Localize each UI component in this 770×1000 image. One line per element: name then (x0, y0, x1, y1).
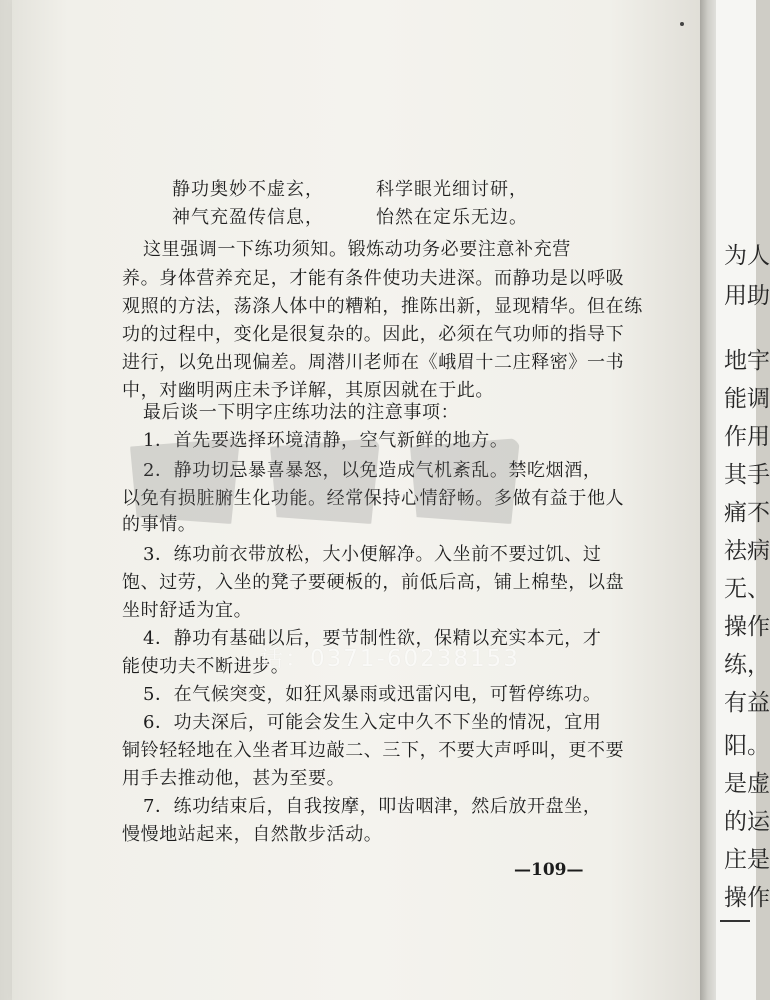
next-page-fragment: 练， (724, 652, 770, 678)
body-line: 用手去推动他，甚为至要。 (122, 768, 346, 789)
next-page-fragment: 无、 (724, 576, 770, 602)
next-page-fragment: 阳。 (724, 733, 770, 759)
next-page-fragment: 的运 (724, 809, 770, 835)
next-page-fragment: 有益 (724, 690, 770, 716)
body-line: 6．功夫深后，可能会发生入定中久不下坐的情况，宜用 (143, 712, 602, 733)
body-line: 以免有损脏腑生化功能。经常保持心情舒畅。多做有益于他人 (122, 488, 625, 509)
next-page-fragment: 祛病 (724, 538, 770, 564)
body-line: 坐时舒适为宜。 (122, 600, 253, 621)
body-line: 最后谈一下明字庄练功法的注意事项： (143, 402, 460, 423)
next-page-folio-dash (720, 920, 750, 922)
next-page-fragment: 庄是 (724, 847, 770, 873)
next-page-fragment: 操作 (724, 885, 770, 911)
page-number: —109— (514, 860, 584, 880)
poem-line-1-right: 科学眼光细讨研， (376, 179, 528, 200)
body-line: 5．在气候突变，如狂风暴雨或迅雷闪电，可暂停练功。 (143, 684, 602, 705)
ink-speck (680, 22, 684, 26)
next-page-fragment: 操作 (724, 614, 770, 640)
body-line: 的事情。 (122, 514, 197, 535)
next-page-fragment: 地宇 (724, 348, 770, 374)
body-line: 饱、过劳，入坐的凳子要硬板的，前低后高，铺上棉垫，以盘 (122, 572, 625, 593)
next-page-edge (716, 0, 770, 1000)
next-page-fragment: 为人 (724, 243, 770, 269)
poem-line-1-left: 静功奥妙不虚玄， (172, 179, 324, 200)
body-line: 3．练功前衣带放松，大小便解净。入坐前不要过饥、过 (143, 544, 602, 565)
body-line: 养。身体营养充足，才能有条件使功夫进深。而静功是以呼吸 (122, 268, 625, 289)
body-line: 中，对幽明两庄未予详解，其原因就在于此。 (122, 380, 494, 401)
body-line: 功的过程中，变化是很复杂的。因此，必须在气功师的指导下 (122, 324, 625, 345)
next-page-fragment: 能调 (724, 386, 770, 412)
next-page-fragment: 其手 (724, 462, 770, 488)
next-page-fragment: 作用 (724, 424, 770, 450)
body-line: 2．静功切忌暴喜暴怒，以免造成气机紊乱。禁吃烟酒， (143, 460, 602, 481)
body-line: 能使功夫不断进步。 (122, 656, 290, 677)
body-line: 4．静功有基础以后，要节制性欲，保精以充实本元，才 (143, 628, 602, 649)
watermark-phone: 话：0371-60238153 (260, 646, 520, 672)
body-line: 1．首先要选择环境清静，空气新鲜的地方。 (143, 430, 509, 451)
body-line: 7．练功结束后，自我按摩，叩齿咽津，然后放开盘坐， (143, 796, 602, 817)
next-page-fragment: 是虚 (724, 771, 770, 797)
body-line: 铜铃轻轻地在入坐者耳边敲二、三下，不要大声呼叫，更不要 (122, 740, 625, 761)
body-line: 进行，以免出现偏差。周潜川老师在《峨眉十二庄释密》一书 (122, 352, 625, 373)
body-line: 慢慢地站起来，自然散步活动。 (122, 824, 383, 845)
poem-line-2-left: 神气充盈传信息， (172, 207, 324, 228)
poem-line-2-right: 怡然在定乐无边。 (376, 207, 528, 228)
body-line: 这里强调一下练功须知。锻炼动功务必要注意补充营 (143, 239, 571, 260)
next-page-fragment: 用助 (724, 283, 770, 309)
body-line: 观照的方法，荡涤人体中的糟粕，推陈出新，显现精华。但在练 (122, 296, 643, 317)
next-page-fragment: 痛不 (724, 500, 770, 526)
